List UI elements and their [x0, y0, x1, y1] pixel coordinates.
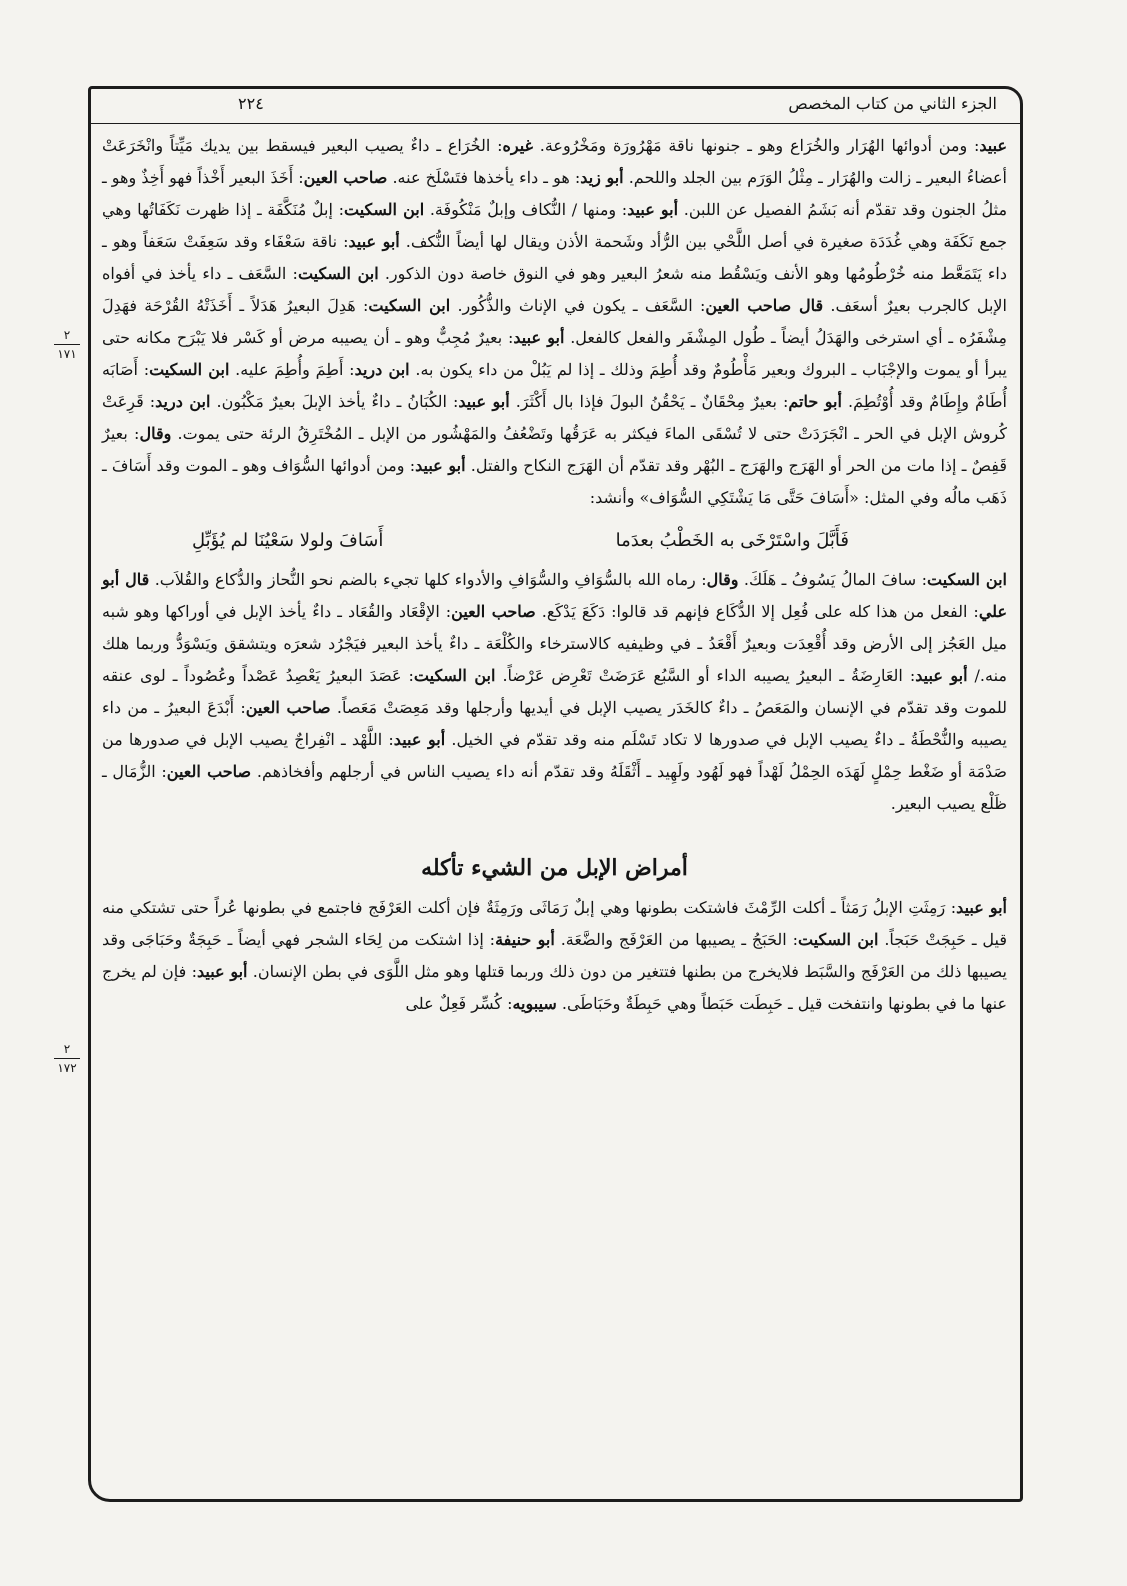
text-run: : اللَّهْد ـ انْفِراجٌ يصيب الإبل في صدورها من صَدْمَة أو ضَغْط حِمْلٍ لَهَدَه الحِمْلُ لَهْداً فهو لَهُود ولَهِيد ـ أَثْقَلَهُ وقد تقدّم أنه داء يصيب الناس في أرجلهم وأفخاذهم. [102, 730, 1007, 781]
text-run: : بعيرٌ مُجِبٌّ وهو ـ أن يصيبه مرض أو كَسْر فلا يَبْرَح مكانه حتى يبرأ أو يموت والإجْبَاب ـ البروك وبعير مَأْطُومٌ وقد أُطِمَ وذلك ـ إذا لم يَبُلْ من داء يكون به. [102, 328, 1007, 379]
speaker-name: قال أبو علي [102, 570, 1008, 621]
main-text [102, 130, 1007, 1020]
text-run: : فإن لم يخرج عنها ما في بطونها وانتفخت قيل ـ حَبِطَت حَبَطاً وهي حَبِطَةٌ وحَبَاطَى. [102, 962, 1007, 1013]
speaker-name: أبو عبيد [393, 730, 446, 749]
speaker-name: أبو عبيد [627, 200, 679, 219]
text-run: : السَّعَف ـ يكون في الإناث والذُّكُور. [450, 296, 706, 315]
speaker-name: أبو عبيد [956, 898, 1007, 917]
text-run: : رَمِثَتِ الإبلُ رَمَثاً ـ أكلت الرِّمْثَ فاشتكت بطونها وهي إبلٌ رَمَاثَى ورَمِثَةٌ فإن أكلت العَرْفَج فاجتمع في بطونها عُراً حتى تشتكي منه قيل ـ حَبِجَتْ حَبَجاً. [102, 898, 1008, 949]
text-run: : هَدِلَ البعيرُ هَدَلاً ـ أَخَذَتْهُ القُرْحَة فهَدِلَ مِشْفَرُه ـ أي استرخى والهَدَلُ أيضاً ـ طُول المِشْفَر والفعل كالفعل. [102, 296, 1007, 347]
text-run: : إبلٌ مُنَكَّفَة ـ إذا ظهرت نَكَفَاتُها وهي جمع نَكَفَة وهي غُدَدَة صغيرة في أصل اللَّحْي بين الرُّأد وشَحمة الأذن ويقال لها أيضاً النُّكف. [102, 200, 1008, 251]
speaker-name: صاحب العين [451, 602, 536, 621]
paragraph-2 [102, 564, 1007, 820]
text-run: : رماه الله بالسُّوَافِ والسُّوَافِ والأدواء كلها تجيء بالضم نحو النُّحاز والدُّكاع والقُلاَب. [149, 570, 707, 589]
speaker-name: صاحب العين [303, 168, 388, 187]
speaker-name: ابن السكيت [343, 200, 425, 219]
speaker-name: عبيد [979, 136, 1007, 155]
text-run: : الكُبَانُ ـ داءٌ يأخذ الإبلَ بعيرٌ مَكْبُون. [210, 392, 459, 411]
text-run: : عَصَدَ البعيرُ يَعْصِدُ عَصْداً وعُصُوداً ـ لوى عنقه للموت وقد تقدّم في الإنسان والمَعَصُ ـ داءٌ كالخَدَر يصيب الإبل في أيديها وأرجلها وقد مَعِصَتْ مَعَصاً. [102, 666, 1008, 717]
text-run: : بعيرٌ قَفِصٌ ـ إذا مات من الحر أو الهَرَج والهَرَج ـ البُهْر وقد تقدّم أن الهَرَج النكاح والفتل. [102, 424, 1007, 475]
speaker-name: صاحب العين [166, 762, 252, 781]
text-run: : كُسِّر فَعِلٌ على [405, 994, 513, 1013]
text-run: : أَصَابَه أُطَامٌ وإِطَامٌ وقد أُوْتُطِمَ. [102, 360, 1007, 411]
speaker-name: قال صاحب العين [705, 296, 824, 315]
speaker-name: أبو عبيد [915, 666, 968, 685]
speaker-name: أبو زيد [580, 168, 624, 187]
text-run: : إذا اشتكت من لِحَاء الشجر فهي أيضاً ـ حَبِجَةٌ وحَبَاجَى وقد يصيبها ذلك من العَرْفَج والسَّبَط فلايخرج من بطنها فتتغير من دون ذلك وربما قتلها وهو مثل اللَّوَى في بطن الإنسان. [102, 930, 1007, 981]
running-header [88, 88, 1023, 124]
margin-fraction-bar [54, 344, 80, 345]
speaker-name: أبو عبيد [348, 232, 400, 251]
margin-page: ١٧٢ [57, 1061, 77, 1075]
speaker-name: سيبويه [512, 994, 557, 1013]
text-run: : ومنها / النُّكاف وإبلٌ مَنْكُوفَة. [424, 200, 628, 219]
speaker-name: ابن دريد [155, 392, 211, 411]
speaker-name: أبو عبيد [513, 328, 565, 347]
text-run: : أَبْدَعَ البعيرُ ـ من داء يصيبه والنُّحْطَةُ ـ داءٌ يصيب الإبل في صدورها لا تكاد تَسْلَم منه وقد تقدّم في الخيل. [102, 698, 1008, 749]
speaker-name: أبو حنيفة [495, 930, 555, 949]
text-run: : ومن أدوائها الهُرَار والخُرَاع وهو ـ جنونها ناقة مَهْرُورَة ومَخْرُوعة. [532, 136, 980, 155]
text-run: : أَخَذَ البعير أَخْذاً فهو أَخِذٌ وهو ـ مثلُ الجنون وقد تقدّم أنه بَشَمُ الفصيل عن اللبن. [102, 168, 1008, 219]
speaker-name: ابن السكيت [413, 666, 496, 685]
text-run: : السَّعَف ـ داء يأخذ في أفواه الإبل كالجرب بعيرٌ أسعَف. [102, 264, 1008, 315]
speaker-name: ابن دريد [354, 360, 410, 379]
page-number: ٢٢٤ [238, 94, 264, 113]
text-run: : ناقة سَعْفَاء وقد سَعِفَتْ سَعَفاً وهو ـ داء يَتَمَعَّط منه خُرْطُومُها وهو الأنف ويَسْقُط منه شعرُ البعير وهو في النوق خاصة دون الذكور. [102, 232, 1008, 283]
paragraph-1 [102, 130, 1007, 514]
text-run: : العَارِضَةُ ـ البعيرُ يصيبه الداء أو السَّبُع عَرَضَتْ تَعْرِض عَرْضاً. [495, 666, 916, 685]
margin-fraction-bar [54, 1058, 80, 1059]
text-run: : الحَبَجُ ـ يصيبها من العَرْفَج والضَّعَة. [554, 930, 799, 949]
speaker-name: ابن السكيت [927, 570, 1008, 589]
text-run: : أَطِمَ وأُطِمَ عليه. [229, 360, 355, 379]
speaker-name: ابن السكيت [368, 296, 451, 315]
speaker-name: أبو حاتم [788, 392, 842, 411]
text-run: : الإقْعَاد والقُعَاد ـ داءٌ يأخذ الإبل في أوراكها وهو شبه ميل العَجُز إلى الأرض وقد أُقْعِدَت وبعيرٌ أَقْعَدُ ـ في وظيفيه كالاسترخاء والكُلْعَة ـ داءٌ يأخذ البعير فيَجْرُد شعرَه ويتشقق ويَسْوَدُّ وربما هلك منه./ [102, 602, 1007, 685]
section-heading: أمراض الإبل من الشيء تأكله [421, 855, 688, 881]
poem-verse [102, 514, 1007, 564]
speaker-name: أبو عبيد [415, 456, 466, 475]
speaker-name: غيره [502, 136, 533, 155]
margin-page: ١٧١ [57, 347, 77, 361]
margin-volume: ٢ [63, 1042, 71, 1056]
speaker-name: ابن السكيت [297, 264, 379, 283]
text-run: : الزُّمَال ـ ظَلْع يصيب البعير. [102, 762, 1007, 813]
speaker-name: ابن السكيت [149, 360, 230, 379]
text-run: : هو ـ داء يأخذها فتَسْلَخ عنه. [387, 168, 581, 187]
speaker-name: وقال [139, 424, 172, 443]
text-run: : قَرِعَتْ كُروش الإبل في الحر ـ انْجَرَدَتْ حتى لا تُسْقَى الماءَ فيكثر به عَرَقُها وتَضْعُفُ والمَهْشُور من الإبل ـ المُخْتَرِقُ الرئة حتى يموت. [102, 392, 1007, 443]
speaker-name: أبو عبيد [458, 392, 510, 411]
speaker-name: وقال [706, 570, 739, 589]
text-run: : بعيرٌ مِحْقَانٌ ـ يَحْقُنُ البولَ فإذا بال أَكْثَرَ. [509, 392, 789, 411]
margin-volume: ٢ [63, 328, 71, 342]
book-title: الجزء الثاني من كتاب المخصص [788, 94, 997, 113]
speaker-name: ابن السكيت [798, 930, 879, 949]
text-run: : الفعل من هذا كله على فُعِل إلا الدُّكَاع فإنهم قد قالوا: دَكَعَ يَدْكَع. [535, 602, 979, 621]
speaker-name: صاحب العين [245, 698, 331, 717]
margin-reference-2 [50, 1042, 84, 1075]
poem-second-hemistich: أَسَافَ ولولا سَعْيُنَا لم يُؤَبِّلِ [192, 530, 384, 551]
margin-reference-1 [50, 328, 84, 361]
paragraph-3 [102, 892, 1007, 1020]
speaker-name: أبو عبيد [196, 962, 248, 981]
text-run: : سافَ المالُ يَسُوفُ ـ هَلَكَ. [738, 570, 928, 589]
poem-first-hemistich: فَأَبَّلَ واسْتَرْخَى به الخَطْبُ بعدَما [615, 530, 849, 551]
text-run: : ومن أدوائها السُّوَاف وهو ـ الموت وقد أَسَافَ ـ ذَهَب مالُه وفي المثل: «أَسَافَ حَتَّى مَا يَشْتَكِي السُّوَاف» وأنشد: [102, 456, 1007, 507]
text-run: : الخُرَاع ـ داءٌ يصيب البعير فيسقط بين يديك مَيِّتاً وانْخَرَعَتْ أعضاءُ البعير ـ زالت والهُرَار ـ مِثْلُ الوَرَم بين الجلد واللحم. [102, 136, 1008, 187]
